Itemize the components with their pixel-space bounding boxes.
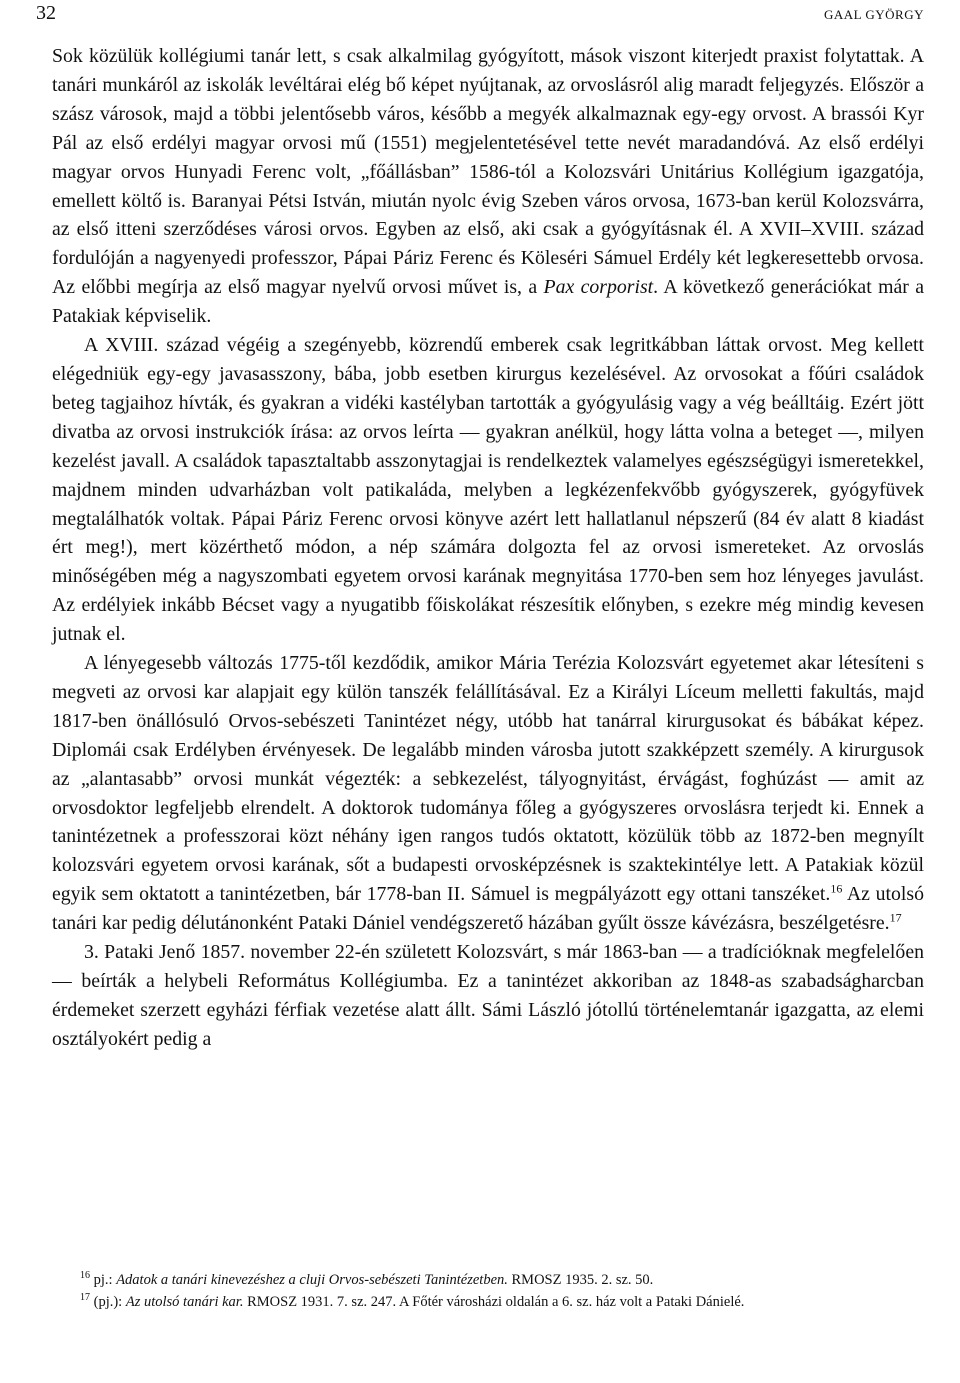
text-run: (pj.): [90, 1293, 126, 1310]
footnotes [52, 1270, 924, 1313]
italic-title: Az utolsó tanári kar. [125, 1293, 244, 1310]
paragraph [52, 331, 924, 649]
italic-title: Pax corporist [543, 276, 654, 299]
italic-title: Adatok a tanári kinevezéshez a cluji Orvos-sebészeti Tanintézetben. [116, 1272, 508, 1288]
running-head: GAAL GYÖRGY [824, 7, 924, 22]
text-run: A lényegesebb változás 1775-től kezdődik, amikor Mária Terézia Kolozsvárt egyetemet akar létesíteni s megveti az orvosi kar alapjait egy külön tanszék felállításával. Ez a Királyi Líceum melletti fakultás, majd 1817-ben önállósuló Orvos-sebészeti Tanintézet négy, utóbb hat tanárral kirurgusokat és bábákat képez. Diplomái csak Erdélyben érvényesek. De legalább minden városba jutott szakképzett személy. A kirurgusok az „alantasabb” orvosi munkát végezték: a sebkezelést, tályognyitást, érvágást, foghúzást — amit az orvosdoktor legfeljebb elrendelt. A doktorok tudománya főleg a gyógyszeres orvoslásra terjedt ki. Ennek a tanintézetnek a professzorai közt néhány igen rangos tudós oktatott, közülük több az 1872-ben megnyílt kolozsvári egyetem orvosi karának, sőt a budapesti orvosképzésnek is szaktekintélye lett. A Patakiak közül egyik sem oktatott a tanintézetben, bár 1778-ban II. Sámuel is megpályázott egy ottani tanszéket. [52, 652, 924, 906]
text-run: RMOSZ 1931. 7. sz. 247. A Főtér városházi oldalán a 6. sz. ház volt a Pataki Dánielé. [243, 1293, 745, 1310]
text-run: RMOSZ 1935. 2. sz. 50. [507, 1272, 654, 1288]
footnote-marker: 16 [830, 881, 843, 896]
page-header [36, 2, 924, 26]
text-run: . A következő generációkat már a Patakiak képviselik. [52, 276, 924, 328]
footnote [52, 1270, 924, 1292]
text-run: Az utolsó tanári kar pedig délutánonként Pataki Dániel vendégszerető házában gyűlt össze kávézásra, beszélgetésre. [52, 883, 924, 935]
footnote-marker: 17 [889, 910, 902, 925]
text-run: A XVIII. század végéig a szegényebb, közrendű emberek csak legritkábban láttak orvost. Meg kellett elégedniük egy-egy javasasszony, bába, jobb esetben kirurgus kezelésével. Az orvosokat a főúri családok beteg tagjaihoz hívták, és gyakran a vidéki kastélyban tartották a gyógyulásig vagy a vég beálltáig. Ezért jött divatba az orvosi instrukciók írása: az orvos leírta — gyakran anélkül, hogy látta volna a beteget —, milyen kezelést javall. A családok tapasztaltabb asszonytagjai is rendelkeztek valamelyes egészségügyi ismeretekkel, majdnem minden udvarházban volt patikaláda, melyben a legkézenfekvőbb gyógyszerek, gyógyfüvek megtalálhatók voltak. Pápai Páriz Ferenc orvosi könyve azért lett hallatlanul népszerű (84 év alatt 8 kiadást ért meg!), mert közérthető módon, a nép számára dolgozta fel az orvosi ismereteket. Az orvoslás minőségében még a nagyszombati egyetem orvosi karának megnyitása 1770-ben sem hoz lényeges javulást. Az erdélyiek inkább Bécset vagy a nyugatibb főiskolákat részesítik előnyben, s ezekre még mindig kevesen jutnak el. [52, 334, 924, 646]
paragraph [52, 42, 924, 331]
footnote [52, 1292, 924, 1314]
text-run: Sok közülük kollégiumi tanár lett, s csak alkalmilag gyógyított, mások viszont kiterjedt praxist folytattak. A tanári munkáról az iskolák levéltárai elég bő képet nyújtanak, az orvoslásról alig maradt feljegyzés. Először a szász városok, majd a többi jelentősebb város, később a megyék alkalmaznak egy-egy orvost. A brassói Kyr Pál az első erdélyi magyar orvosi mű (1551) megjelentetésével tette nevét maradandóvá. Az első erdélyi magyar orvos Hunyadi Ferenc volt, „főállásban” 1586-tól a Kolozsvári Unitárius Kollégium igazgatója, emellett költő is. Baranyai Pétsi István, miután nyolc évig Szeben város orvosa, 1673-ban kerül Kolozsvárra, az első itteni szerződéses városi orvos. Egyben az első, aki csak a gyógyításnak él. A XVII–XVIII. század fordulóján a nagyenyedi professzor, Pápai Páriz Ferenc és Köleséri Sámuel Erdély két legkeresettebb orvosa. Az előbbi megírja az első magyar nyelvű orvosi művet is, a [52, 45, 924, 299]
text-run: 3. Pataki Jenő 1857. november 22-én született Kolozsvárt, s már 1863-ban — a tradícióknak megfelelően — beírták a helybeli Református Kollégiumba. Ez a tanintézet akkoriban az 1848-as szabadságharcban érdemeket szerzett egyházi férfiak vezetése alatt állt. Sámi László jótollú történelemtanár igazgatta, az elemi osztályokért pedig a [52, 941, 924, 1050]
text-run: pj.: [90, 1272, 117, 1288]
page-number: 32 [36, 2, 56, 24]
footnote-marker: 17 [80, 1291, 90, 1303]
paragraph [52, 938, 924, 1054]
body-text [52, 42, 924, 1054]
footnote-marker: 16 [80, 1270, 90, 1282]
paragraph [52, 649, 924, 938]
